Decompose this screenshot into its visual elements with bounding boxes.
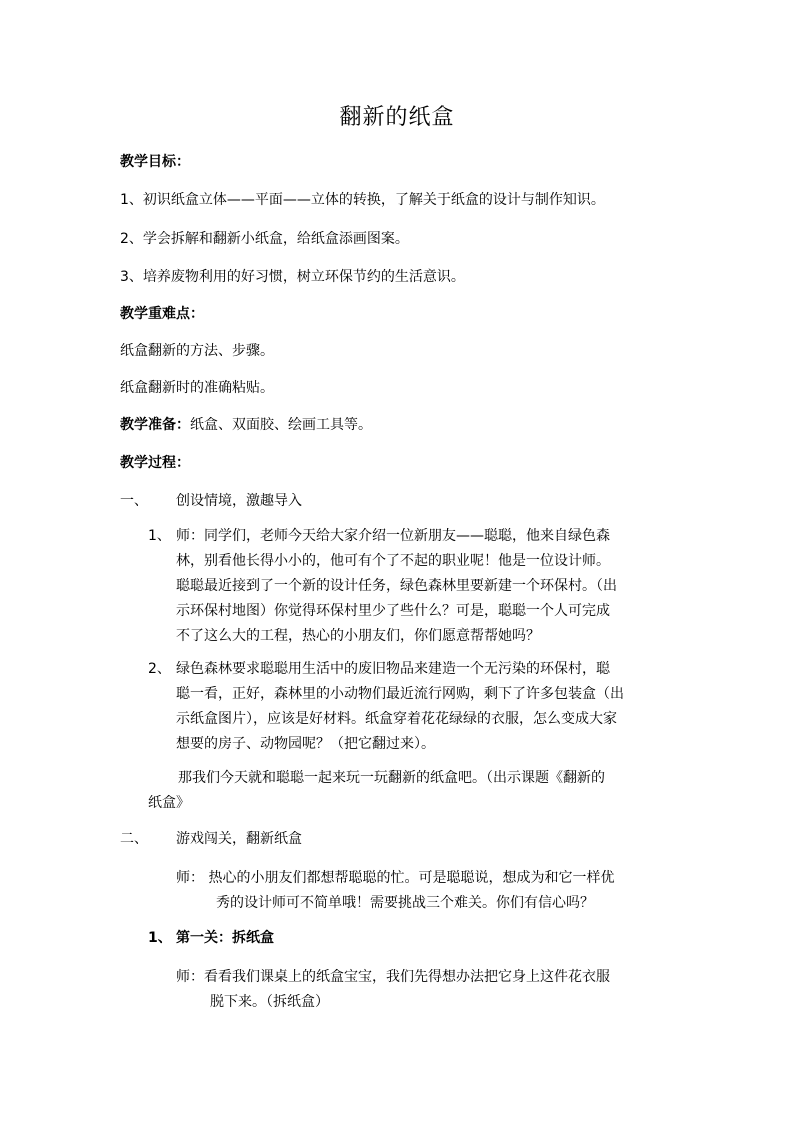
section-number: 一、	[120, 493, 148, 509]
paragraph-line: 示纸盒图片），应该是好材料。纸盒穿着花花绿绿的衣服，怎么变成大家	[176, 711, 617, 727]
paragraph-line: 师：同学们，老师今天给大家介绍一位新朋友——聪聪，他来自绿色森	[176, 528, 610, 544]
level-text-line: 师：看看我们课桌上的纸盒宝宝，我们先得想办法把它身上这件花衣服	[176, 969, 610, 985]
teacher-line: 师： 热心的小朋友们都想帮聪聪的忙。可是聪聪说，想成为和它一样优	[176, 870, 615, 886]
level-number: 1、	[148, 930, 172, 946]
goal-item: 3、培养废物利用的好习惯，树立环保节约的生活意识。	[120, 269, 465, 285]
paragraph-line: 示环保村地图）你觉得环保村里少了些什么？可是，聪聪一个人可完成	[176, 603, 610, 619]
paragraph-line: 聪聪最近接到了一个新的设计任务，绿色森林里要新建一个环保村。（出	[176, 578, 617, 594]
preparation-text: 纸盒、双面胶、绘画工具等。	[190, 417, 372, 433]
level-text-line: 脱下来。（拆纸盒）	[210, 994, 329, 1010]
paragraph-line: 林，别看他长得小小的，他可有个了不起的职业呢！他是一位设计师。	[176, 553, 610, 569]
item-number: 1、	[148, 528, 171, 544]
teacher-line: 秀的设计师可不简单哦！需要挑战三个难关。你们有信心吗？	[216, 895, 594, 911]
item-paragraph	[176, 524, 617, 649]
closing-line: 纸盒》	[148, 795, 190, 811]
section-number: 二、	[120, 831, 148, 847]
level-title: 第一关：拆纸盒	[176, 930, 274, 946]
paragraph-line: 绿色森林要求聪聪用生活中的废旧物品来建造一个无污染的环保村，聪	[176, 661, 610, 677]
section-title: 游戏闯关，翻新纸盒	[176, 831, 302, 847]
key-point-item: 纸盒翻新的方法、步骤。	[120, 343, 274, 359]
goal-item: 2、学会拆解和翻新小纸盒，给纸盒添画图案。	[120, 231, 409, 247]
key-points-heading: 教学重难点：	[120, 306, 204, 322]
process-heading: 教学过程：	[120, 455, 190, 471]
goal-item: 1、初识纸盒立体——平面——立体的转换，了解关于纸盒的设计与制作知识。	[120, 192, 605, 208]
item-paragraph	[176, 657, 624, 757]
section-title: 创设情境，激趣导入	[176, 493, 302, 509]
preparation-line	[120, 415, 372, 435]
paragraph-line: 想要的房子、动物园呢？（把它翻过来）。	[176, 736, 435, 752]
closing-line: 那我们今天就和聪聪一起来玩一玩翻新的纸盒吧。（出示课题《翻新的	[178, 770, 605, 786]
preparation-heading: 教学准备：	[120, 417, 190, 433]
document-title: 翻新的纸盒	[339, 105, 455, 130]
paragraph-line: 不了这么大的工程，热心的小朋友们，你们愿意帮帮她吗？	[176, 628, 540, 644]
item-number: 2、	[148, 661, 171, 677]
goals-heading: 教学目标：	[120, 154, 190, 170]
paragraph-line: 聪一看，正好，森林里的小动物们最近流行网购，剩下了许多包装盒（出	[176, 686, 624, 702]
key-point-item: 纸盒翻新时的准确粘贴。	[120, 380, 274, 396]
